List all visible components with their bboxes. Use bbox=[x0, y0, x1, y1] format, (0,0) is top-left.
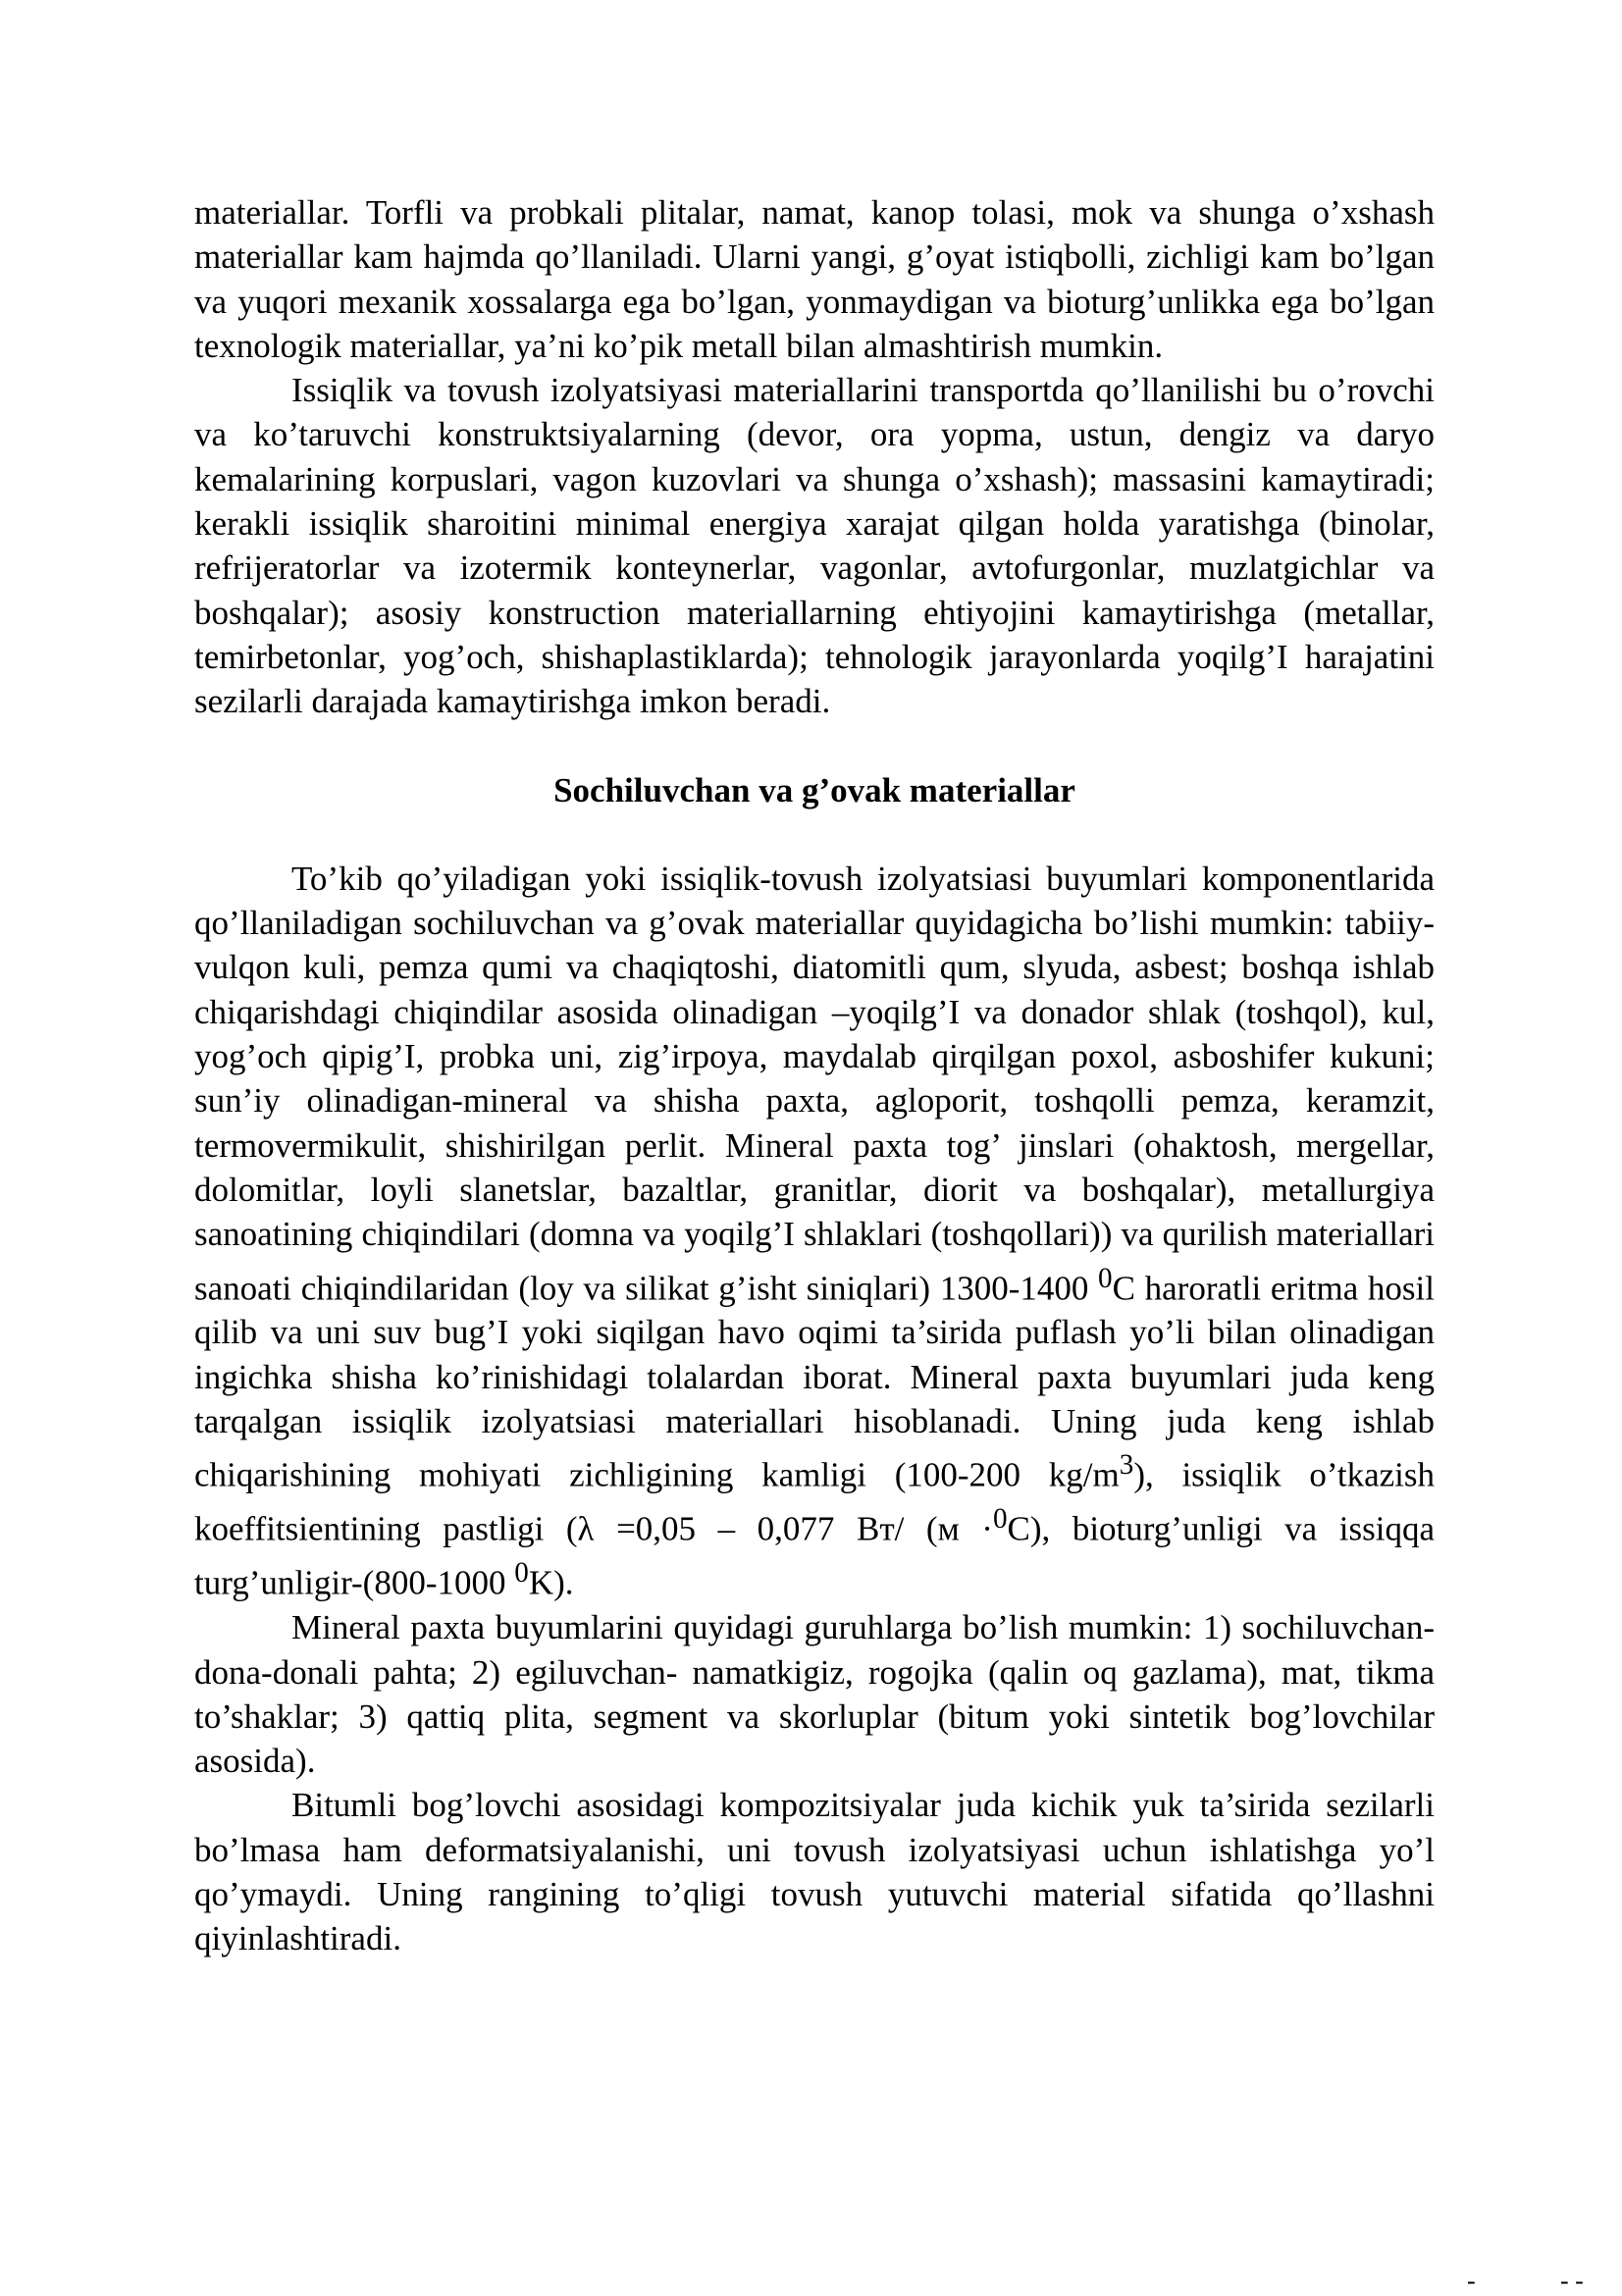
superscript: 0 bbox=[1098, 1262, 1113, 1294]
superscript: 0 bbox=[992, 1503, 1008, 1536]
text-run: ), issiqlik o’tkazish koeffitsientining pastligi (λ =0,05 – 0,077 Вт/ (м · bbox=[194, 1456, 1435, 1548]
text-run: K). bbox=[528, 1563, 574, 1602]
superscript: 3 bbox=[1119, 1449, 1134, 1482]
text-run: C haroratli eritma hosil qilib va uni suv bug’I yoki siqilgan havo oqimi ta’sirida puflash yo’li bilan olinadigan ingichka shisha ko’rinishidagi tolalardan iborat. Mineral paxta buyumlari juda keng tarqalgan issiqlik izolyatsiasi materiallari hisoblanadi. Uning juda keng ishlab chiqarishining mohiyati zichligining kamligi (100-200 kg/m bbox=[194, 1269, 1435, 1495]
text-run: C), bioturg’unligi va issiqqa turg’unligir-(800-1000 bbox=[194, 1509, 1436, 1602]
body-paragraph-2: Issiqlik va tovush izolyatsiyasi materiallarini transportda qo’llanilishi bu o’rovchi va ko’taruvchi konstruktsiyalarning (devor, ora yopma, ustun, dengiz va daryo kemalarining korpuslari, vagon kuzovlari va shunga o’xshash); massasini kamaytiradi; kerakli issiqlik sharoitini minimal energiya xarajat qilgan holda yaratishga (binolar, refrijeratorlar va izotermik konteynerlar, vagonlar, avtofurgonlar, muzlatgichlar va boshqalar); asosiy konstruction materiallarning ehtiyojini kamaytirishga (metallar, temirbetonlar, yog’och, shishaplastiklarda); tehnologik jarayonlarda yoqilg’I harajatini sezilarli darajada kamaytirishga imkon beradi. bbox=[194, 371, 1435, 721]
superscript: 0 bbox=[514, 1557, 529, 1590]
section-paragraph-2: Mineral paxta buyumlarini quyidagi guruhlarga bo’lish mumkin: 1) sochiluvchan-dona-donali pahta; 2) egiluvchan- namatkigiz, rogojka (qalin oq gazlama), mat, tikma to’shaklar; 3) qattiq plita, segment va skorluplar (bitum yoki sintetik bog’lovchilar asosida). bbox=[194, 1608, 1435, 1781]
text-run: To’kib qo’yiladigan yoki issiqlik-tovush izolyatsiasi buyumlari komponentlarida qo’llaniladigan sochiluvchan va g’ovak materiallar quyidagicha bo’lishi mumkin: tabiiy-vulqon kuli, pemza qumi va chaqiqtoshi, diatomitli qum, slyuda, asbest; boshqa ishlab chiqarishdagi chiqindilar asosida olinadigan –yoqilg’I va donador shlak (toshqol), kul, yog’och qipig’I, probka uni, zig’irpoya, maydalab qirqilgan poxol, asboshifer kukuni; sun’iy olinadigan-mineral va shisha paxta, agloporit, toshqolli pemza, keramzit, termovermikulit, shishirilgan perlit. Mineral paxta tog’ jinslari (ohaktosh, mergellar, dolomitlar, loyli slanetslar, bazaltlar, granitlar, diorit va boshqalar), metallurgiya sanoatining chiqindilari (domna va yoqilg’I shlaklari (toshqollari)) va qurilish materiallari sanoati chiqindilaridan (loy va silikat g’isht siniqlari) 1300-1400 bbox=[194, 859, 1435, 1308]
section-paragraph-1 bbox=[194, 857, 1435, 1605]
footer-mark-left: - bbox=[1467, 2267, 1476, 2295]
footer-mark-right: - - bbox=[1560, 2267, 1584, 2295]
body-paragraph-1: materiallar. Torfli va probkali plitalar, namat, kanop tolasi, mok va shunga o’xshash materiallar kam hajmda qo’llaniladi. Ularni yangi, g’oyat istiqbolli, zichligi kam bo’lgan va yuqori mexanik xossalarga ega bo’lgan, yonmaydigan va bioturg’unlikka ega bo’lgan texnologik materiallar, ya’ni ko’pik metall bilan almashtirish mumkin. bbox=[194, 193, 1435, 365]
section-heading: Sochiluvchan va g’ovak materiallar bbox=[553, 770, 1075, 809]
section-paragraph-3: Bitumli bog’lovchi asosidagi kompozitsiyalar juda kichik yuk ta’sirida sezilarli bo’lmasa ham deformatsiyalanishi, uni tovush izolyatsiyasi uchun ishlatishga yo’l qo’ymaydi. Uning rangining to’qligi tovush yutuvchi material sifatida qo’llashni qiyinlashtiradi. bbox=[194, 1786, 1435, 1958]
document-page bbox=[194, 190, 1435, 1961]
